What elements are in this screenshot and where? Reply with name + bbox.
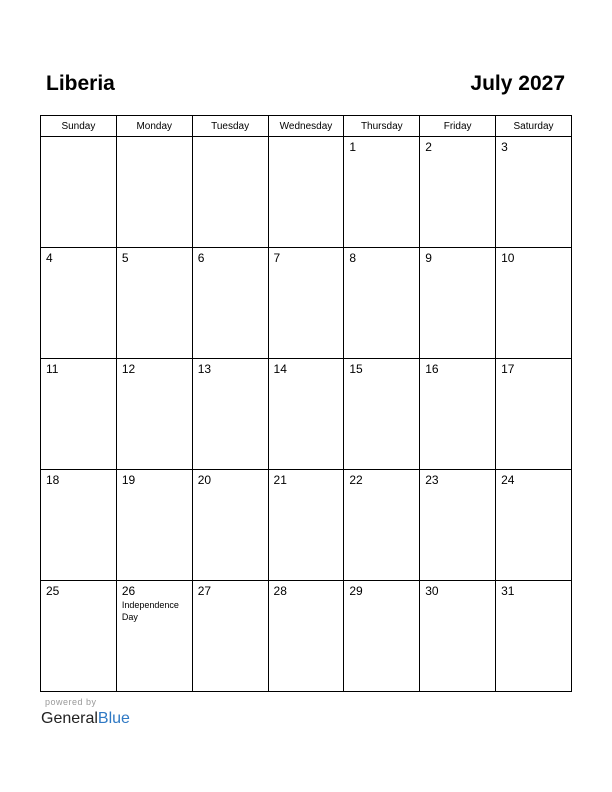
day-cell [116, 359, 192, 470]
day-cell [268, 581, 344, 692]
day-cell [420, 248, 496, 359]
day-cell [420, 470, 496, 581]
day-cell [268, 248, 344, 359]
day-cell [116, 470, 192, 581]
day-cell [420, 359, 496, 470]
day-number: 12 [121, 362, 136, 376]
day-number: 10 [501, 251, 515, 265]
week-row [41, 248, 572, 359]
day-number: 8 [349, 251, 357, 265]
day-number: 14 [273, 362, 287, 376]
week-row [41, 581, 572, 692]
day-cell [192, 359, 268, 470]
day-number: 18 [46, 473, 60, 487]
day-number: 25 [46, 584, 60, 598]
day-number: 26 [121, 584, 136, 598]
day-number: 16 [425, 362, 439, 376]
day-cell [344, 581, 420, 692]
day-cell [268, 359, 344, 470]
day-cell [496, 359, 572, 470]
day-number: 4 [46, 251, 53, 265]
day-cell [41, 248, 117, 359]
day-number: 15 [349, 362, 363, 376]
day-number: 29 [349, 584, 363, 598]
day-number: 28 [273, 584, 287, 598]
day-number: 31 [501, 584, 515, 598]
day-cell [116, 581, 192, 692]
day-cell [116, 248, 192, 359]
day-cell [268, 137, 344, 248]
day-number: 5 [121, 251, 129, 265]
day-number: 1 [349, 140, 357, 154]
day-cell [192, 470, 268, 581]
calendar-grid [40, 115, 572, 692]
powered-by-text: powered by [45, 697, 97, 707]
brand-general: General [41, 710, 98, 727]
day-cell [192, 137, 268, 248]
day-cell [41, 137, 117, 248]
day-cell [41, 581, 117, 692]
day-number: 13 [197, 362, 212, 376]
day-cell [420, 581, 496, 692]
week-row [41, 359, 572, 470]
day-cell [344, 248, 420, 359]
day-number: 9 [425, 251, 432, 265]
weekday-friday: Friday [420, 116, 496, 137]
day-number: 27 [197, 584, 212, 598]
day-cell [344, 470, 420, 581]
week-row [41, 470, 572, 581]
generalblue-logo[interactable] [41, 709, 130, 729]
day-cell [116, 137, 192, 248]
day-number: 7 [273, 251, 281, 265]
day-cell [344, 137, 420, 248]
day-number: 19 [121, 473, 136, 487]
day-cell [344, 359, 420, 470]
weekday-header-row [41, 116, 572, 137]
weekday-monday: Monday [116, 116, 192, 137]
day-cell [192, 581, 268, 692]
day-cell [496, 137, 572, 248]
weekday-thursday: Thursday [344, 116, 420, 137]
day-number: 20 [197, 473, 212, 487]
day-cell [420, 137, 496, 248]
day-number: 3 [501, 140, 508, 154]
day-cell [41, 359, 117, 470]
holiday-label: Independence Day [121, 600, 179, 622]
month-title: July 2027 [470, 72, 565, 95]
weekday-saturday: Saturday [496, 116, 572, 137]
day-cell [192, 248, 268, 359]
day-number: 30 [425, 584, 439, 598]
week-row [41, 137, 572, 248]
day-number: 22 [349, 473, 363, 487]
day-cell [41, 470, 117, 581]
day-number: 23 [425, 473, 439, 487]
day-cell [496, 581, 572, 692]
day-number: 6 [197, 251, 205, 265]
brand-blue: Blue [97, 710, 130, 727]
day-number: 2 [425, 140, 432, 154]
weekday-wednesday: Wednesday [268, 116, 344, 137]
day-number: 17 [501, 362, 515, 376]
day-cell [268, 470, 344, 581]
day-number: 24 [501, 473, 515, 487]
day-cell [496, 470, 572, 581]
day-number: 11 [46, 362, 59, 376]
weekday-sunday: Sunday [41, 116, 117, 137]
day-cell [496, 248, 572, 359]
weekday-tuesday: Tuesday [192, 116, 268, 137]
day-number: 21 [273, 473, 287, 487]
country-title: Liberia [46, 72, 115, 95]
